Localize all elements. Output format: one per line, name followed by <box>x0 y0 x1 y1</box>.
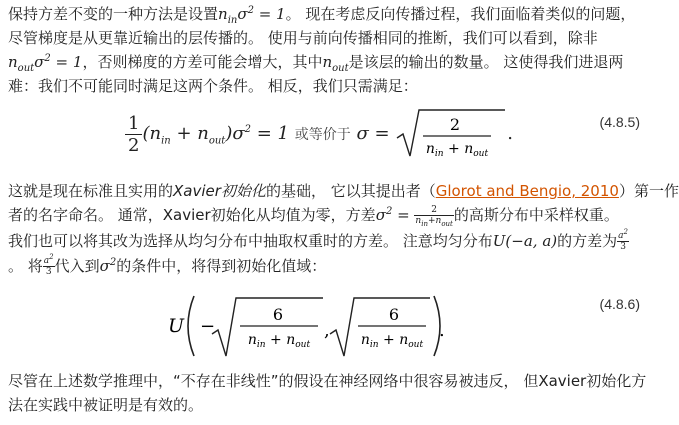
paragraph-1-line-1 <box>8 4 635 24</box>
paragraph-1-line-3 <box>8 52 623 72</box>
text-span: 的条件中，将得到初始化值域： <box>116 257 327 275</box>
text-span: ）第一作 <box>618 182 679 200</box>
fraction-a2-over-3-inline: $\frac{a^2}{3}$ <box>43 253 54 277</box>
equation-4-8-6 <box>168 290 448 367</box>
equation-4-8-5: $\frac{1}{2}$ $(n_{in} + n_{out})\sigma^2 = 1$ 或等价于 σ = 2 $n_{in} + n_{out}$ . <box>125 108 513 160</box>
math-n-out-sigma: $n_{out}\sigma^2 = 1$ <box>8 53 83 74</box>
text-span: 的基础， 它以其提出者（ <box>265 182 436 200</box>
paragraph-3-line-2 <box>8 395 203 415</box>
text-span: 这就是现在标准且实用的 <box>8 182 174 200</box>
uniform-range-formula <box>168 290 448 362</box>
svg-text:nin + nout: $n_{in} + n_{out}$ <box>247 332 311 350</box>
text-span: 。 将 <box>8 257 43 275</box>
svg-text:6: 6 <box>272 305 284 324</box>
text-span: 的方差为 <box>557 232 618 250</box>
text-span: 。 现在考虑反向传播过程，我们面临着类似的问题， <box>285 5 636 23</box>
paragraph-2-line-2 <box>8 205 619 226</box>
xavier-italic-term: Xavier初始化 <box>173 182 266 200</box>
paragraph-2-line-1 <box>8 181 679 201</box>
paragraph-1-line-4 <box>8 76 418 96</box>
svg-text:6: 6 <box>388 305 400 324</box>
paragraph-2-line-3 <box>8 228 629 252</box>
text-span: 我们也可以将其改为选择从均匀分布中抽取权重时的方差。 注意均匀分布 <box>8 232 493 250</box>
equation-connector-text: 或等价于 <box>294 127 351 143</box>
equation-number-4-8-5: (4.8.5) <box>599 114 640 130</box>
text-span: 保持方差不变的一种方法是设置 <box>8 5 219 23</box>
svg-text:2: 2 <box>450 115 461 134</box>
text-span: 代入到 <box>54 257 100 275</box>
text-span: 是该层的输出的数量。 这使得我们进退两 <box>348 53 624 71</box>
text-span: 者的名字命名。 通常，Xavier初始化从均值为零，方差 <box>8 206 376 224</box>
fraction-variance: $\frac{2}{n_{in}+n_{out}}$ <box>415 205 453 228</box>
svg-text:nin + nout: $n_{in} + n_{out}$ <box>360 332 424 350</box>
text-span: 尽管梯度是从更靠近输出的层传播的。 使用与前向传播相同的推断，我们可以看到，除非 <box>8 29 598 47</box>
paragraph-2-line-4 <box>8 253 327 277</box>
svg-text:nin + nout: $n_{in} + n_{out}$ <box>426 141 489 159</box>
svg-text:U: U <box>168 315 185 337</box>
svg-text:−: − <box>200 316 216 337</box>
text-span: 法在实践中被证明是有效的。 <box>8 396 204 414</box>
text-span: ，否则梯度的方差可能会增大，其中 <box>82 53 323 71</box>
citation-link[interactable]: Glorot and Bengio, 2010 <box>435 182 619 200</box>
svg-text:.: . <box>439 320 445 341</box>
math-sigma-sq-inline: $\sigma^2$ <box>99 257 117 275</box>
math-uniform-dist: U(−a, a) <box>492 232 558 250</box>
paragraph-1-line-2 <box>8 28 598 48</box>
fraction-one-half: $\frac{1}{2}$ <box>125 113 142 156</box>
svg-text:,: , <box>324 320 330 341</box>
equation-number-4-8-6: (4.8.6) <box>599 296 640 312</box>
sqrt-radical-eq1 <box>395 108 507 160</box>
text-span: 难：我们不可能同时满足这两个条件。 相反，我们只需满足： <box>8 77 418 95</box>
paragraph-3-line-1 <box>8 371 646 391</box>
text-span: 的高斯分布中采样权重。 <box>453 206 619 224</box>
math-n-in-sigma: $n_{in}\sigma^2 = 1$ <box>218 5 286 26</box>
text-span: 尽管在上述数学推理中，“不存在非线性”的假设在神经网络中很容易被违反， 但Xavier初始化方 <box>8 372 647 390</box>
fraction-a2-over-3: $\frac{a^2}{3}$ <box>618 228 628 252</box>
math-sigma-sq: $\sigma^2$ = <box>375 206 415 224</box>
math-n-out: $n_{out}$ <box>322 53 349 74</box>
